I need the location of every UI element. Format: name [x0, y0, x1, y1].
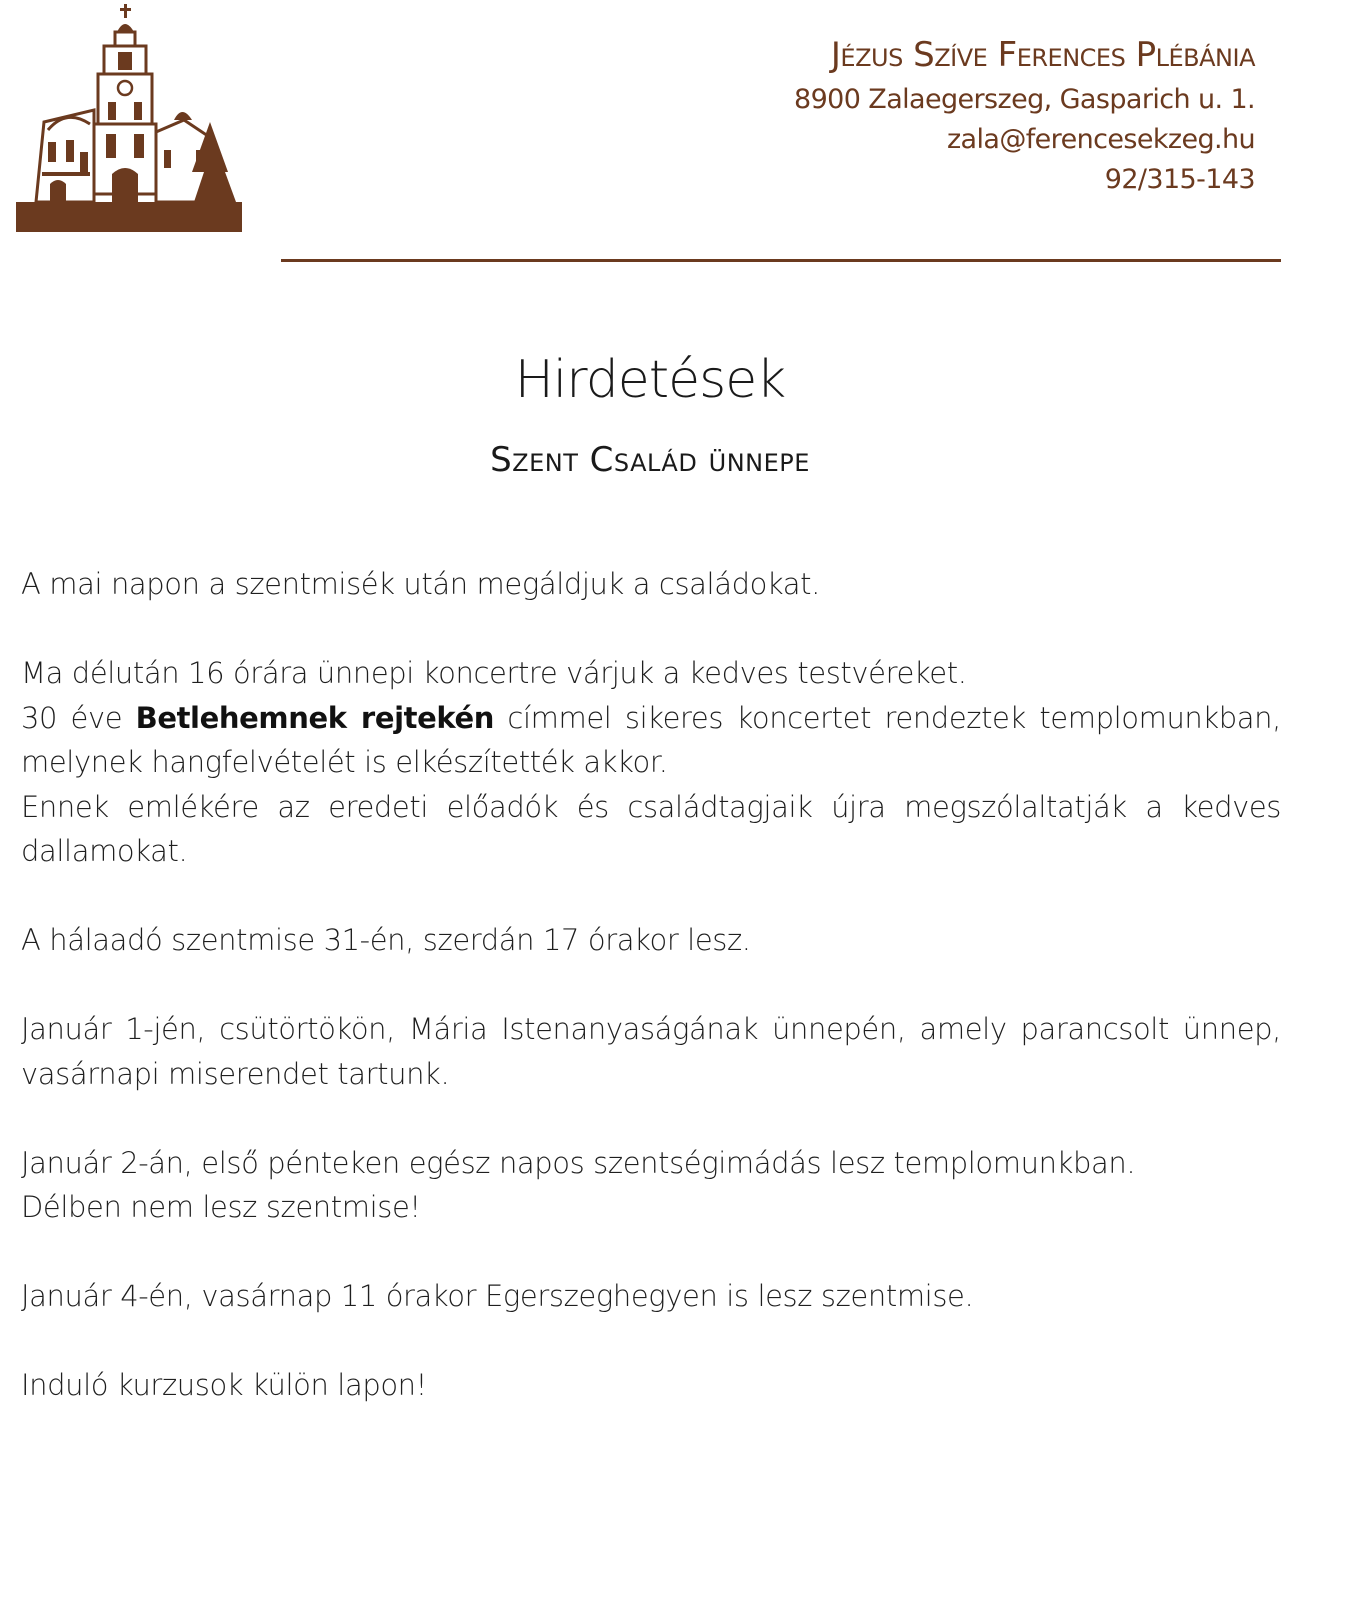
announcement-text: Délben nem lesz szentmise! — [21, 1190, 421, 1224]
announcement-text: Ma délután 16 órára ünnepi koncertre várjuk a kedves testvéreket. — [21, 656, 967, 690]
parish-address: 8900 Zalaegerszeg, Gasparich u. 1. — [794, 84, 1255, 115]
announcement-thanksgiving — [21, 918, 1281, 963]
announcement-concert-history — [21, 696, 1281, 785]
church-logo — [14, 2, 246, 238]
announcement-january-4 — [21, 1274, 1281, 1319]
announcement-text: 30 éve — [21, 700, 123, 735]
parish-phone: 92/315-143 — [1104, 164, 1255, 195]
announcement-courses — [21, 1363, 1281, 1408]
announcement-january-1: Január 1-jén, csütörtökön, Mária Istenanyaságának ünnepén, amely parancsolt ünnep, vasárnapi miserendet tartunk. — [21, 1012, 1281, 1091]
announcement-blessing — [21, 562, 1281, 607]
announcement-text: Január 2-án, első pénteken egész napos szentségimádás lesz templomunkban. — [21, 1145, 1136, 1180]
parish-email: zala@ferencesekzeg.hu — [946, 124, 1255, 155]
announcement-text: Ennek emlékére az eredeti előadók és családtagjaik újra megszólaltatják a kedves dallamokat. — [21, 789, 1281, 868]
announcements-body — [21, 562, 1281, 1452]
announcement-january-2 — [21, 1141, 1281, 1230]
announcement-text: Induló kurzusok külön lapon! — [21, 1368, 427, 1402]
page-subtitle: Szent Család ünnepe — [490, 440, 810, 480]
parish-header — [794, 30, 1255, 200]
announcement-concert — [21, 651, 1281, 874]
header-divider — [281, 259, 1281, 262]
announcement-text: A mai napon a szentmisék után megáldjuk a családokat. — [21, 567, 820, 601]
announcement-text: Január 4-én, vasárnap 11 órakor Egerszeghegyen is lesz szentmise. — [21, 1279, 974, 1313]
announcement-text: címmel sikeres koncertet rendeztek templomunkban, melynek hangfelvételét is elkészítették akkor. — [21, 700, 1281, 779]
concert-title: Betlehemnek rejtekén — [135, 700, 494, 735]
announcement-text: A hálaadó szentmise 31-én, szerdán 17 órakor lesz. — [21, 923, 751, 957]
page-title: Hirdetések — [514, 350, 786, 410]
parish-name: Jézus Szíve Ferences Plébánia — [830, 35, 1255, 75]
